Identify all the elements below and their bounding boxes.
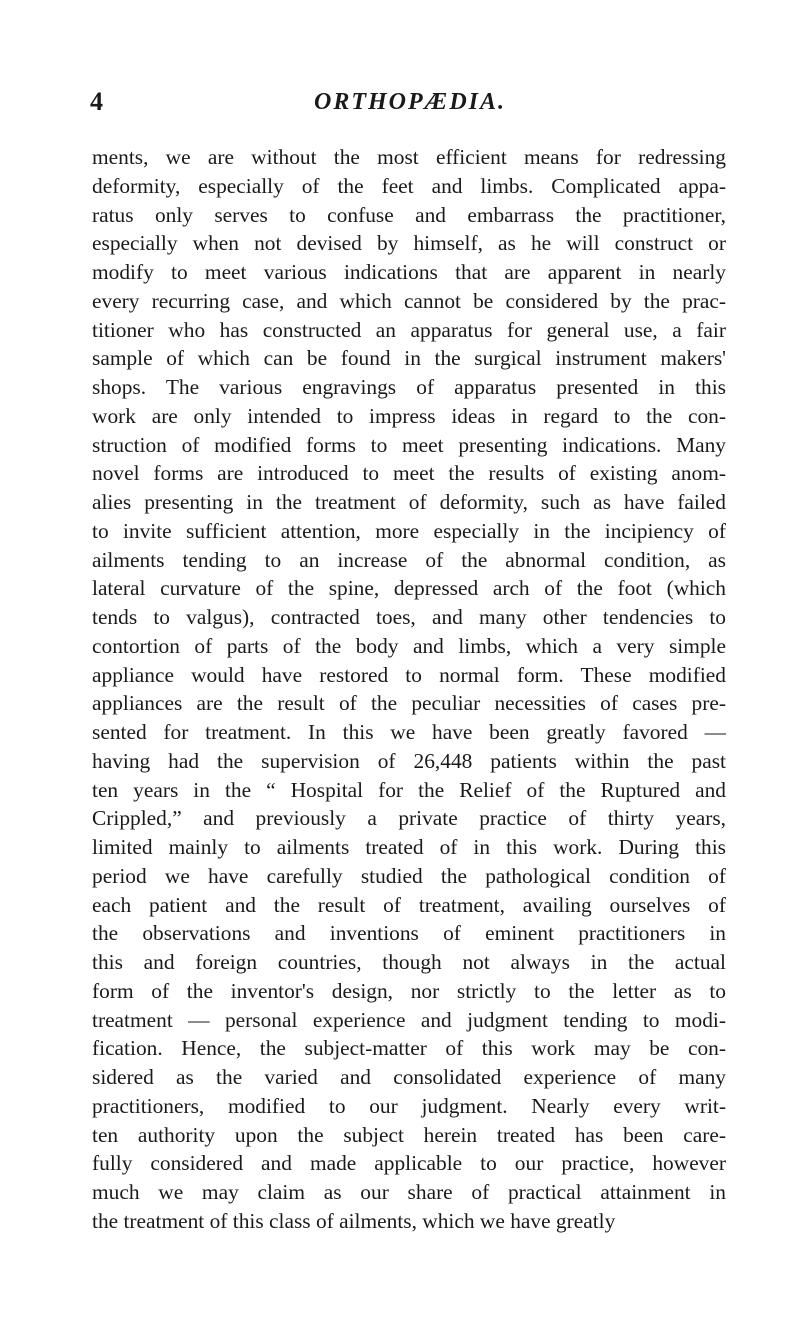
text-line: Crippled,” and previously a private practice of thirty years, (92, 806, 726, 831)
text-line: modify to meet various indications that are apparent in nearly (92, 260, 726, 284)
page-number: 4 (90, 87, 103, 116)
text-line: alies presenting in the treatment of deformity, such as have failed (92, 490, 726, 514)
text-line: novel forms are introduced to meet the results of existing anom- (92, 461, 726, 486)
text-line: fully considered and made applicable to our practice, however (92, 1151, 726, 1176)
text-line: appliance would have restored to normal form. These modified (92, 662, 726, 687)
text-line: ailments tending to an increase of the abnormal condition, as (92, 547, 726, 572)
text-line: tends to valgus), contracted toes, and many other tendencies to (92, 605, 726, 629)
body-paragraph (92, 143, 726, 1236)
text-line: limited mainly to ailments treated of in this work. During this (92, 835, 726, 859)
running-head (90, 82, 730, 122)
text-line: the observations and inventions of eminent practitioners in (92, 921, 726, 946)
text-line: lateral curvature of the spine, depressed arch of the foot (which (92, 576, 726, 601)
text-line: titioner who has constructed an apparatus for general use, a fair (92, 317, 726, 342)
text-line: struction of modified forms to meet presenting indications. Many (92, 432, 726, 457)
text-line: form of the inventor's design, nor strictly to the letter as to (92, 978, 726, 1003)
text-line: to invite sufficient attention, more especially in the incipiency of (92, 518, 726, 543)
text-line: having had the supervision of 26,448 patients within the past (92, 748, 726, 773)
text-line: this and foreign countries, though not always in the actual (92, 950, 726, 974)
text-line: deformity, especially of the feet and limbs. Complicated appa- (92, 173, 726, 198)
text-line: appliances are the result of the peculiar necessities of cases pre- (92, 691, 726, 716)
text-line: the treatment of this class of ailments, which we have greatly (92, 1208, 616, 1233)
text-line: ments, we are without the most efficient means for redressing (92, 145, 726, 169)
text-line: sented for treatment. In this we have been greatly favored — (92, 720, 726, 744)
text-line: treatment — personal experience and judgment tending to modi- (92, 1007, 726, 1032)
text-line: sample of which can be found in the surgical instrument makers' (92, 346, 726, 371)
text-line: work are only intended to impress ideas in regard to the con- (92, 403, 726, 428)
running-title: ORTHOPÆDIA. (314, 89, 506, 115)
text-line: ten years in the “ Hospital for the Relief of the Ruptured and (92, 777, 726, 802)
text-line: shops. The various engravings of apparatus presented in this (92, 375, 726, 399)
text-line: much we may claim as our share of practical attainment in (92, 1180, 726, 1204)
text-line: sidered as the varied and consolidated experience of many (92, 1065, 726, 1089)
text-line: especially when not devised by himself, as he will construct or (92, 231, 726, 256)
text-line: every recurring case, and which cannot be considered by the prac- (92, 288, 726, 313)
text-line: ratus only serves to confuse and embarrass the practitioner, (92, 202, 726, 227)
text-line: fication. Hence, the subject-matter of this work may be con- (92, 1036, 726, 1061)
text-line: ten authority upon the subject herein treated has been care- (92, 1122, 726, 1147)
text-line: contortion of parts of the body and limbs, which a very simple (92, 633, 726, 658)
text-line: each patient and the result of treatment, availing ourselves of (92, 892, 726, 917)
text-line: practitioners, modified to our judgment. Nearly every writ- (92, 1093, 726, 1118)
text-line: period we have carefully studied the pathological condition of (92, 863, 726, 888)
